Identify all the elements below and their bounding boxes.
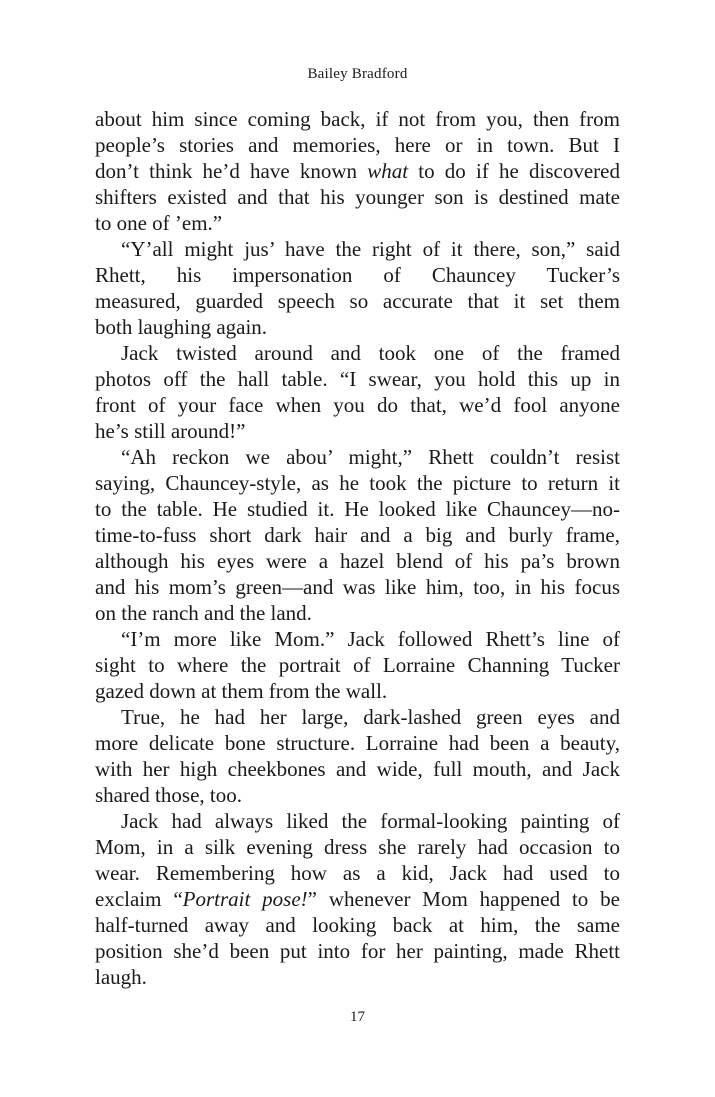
text-line: although his eyes were a hazel blend of his pa’s brown	[95, 549, 620, 573]
text-line: both laughing again.	[95, 315, 268, 339]
running-header-author: Bailey Bradford	[307, 66, 408, 82]
text-line: more delicate bone structure. Lorraine had been a beauty,	[95, 731, 620, 755]
text-line: to one of ’em.”	[95, 211, 223, 235]
text-line: gazed down at them from the wall.	[95, 679, 388, 703]
text-line: on the ranch and the land.	[95, 601, 312, 625]
text-line: laugh.	[95, 965, 147, 989]
text-line: don’t think he’d have known what to do if he discovered	[95, 159, 620, 183]
text-line: about him since coming back, if not from you, then from	[95, 107, 620, 131]
text-line: measured, guarded speech so accurate that it set them	[95, 289, 620, 313]
text-line: Jack had always liked the formal-looking painting of	[121, 809, 620, 833]
page-number: 17	[350, 1009, 365, 1025]
text-line: time-to-fuss short dark hair and a big and burly frame,	[95, 523, 620, 547]
text-line: front of your face when you do that, we’d fool anyone	[95, 393, 620, 417]
text-line: shared those, too.	[95, 783, 242, 807]
text-line: Jack twisted around and took one of the framed	[121, 341, 620, 365]
text-line: photos off the hall table. “I swear, you hold this up in	[95, 367, 620, 391]
text-line: wear. Remembering how as a kid, Jack had used to	[95, 861, 620, 885]
text-line: exclaim “Portrait pose!” whenever Mom happened to be	[95, 887, 620, 911]
text-line: position she’d been put into for her painting, made Rhett	[95, 939, 620, 963]
text-line: “Ah reckon we abou’ might,” Rhett couldn’t resist	[121, 445, 620, 469]
text-line: True, he had her large, dark-lashed green eyes and	[121, 705, 620, 729]
text-line: to the table. He studied it. He looked like Chauncey—no-	[95, 497, 620, 521]
text-line: “I’m more like Mom.” Jack followed Rhett’s line of	[121, 627, 620, 651]
text-line: people’s stories and memories, here or in town. But I	[95, 133, 620, 157]
text-line: with her high cheekbones and wide, full mouth, and Jack	[95, 757, 620, 781]
text-line: he’s still around!”	[95, 419, 246, 443]
text-line: shifters existed and that his younger son is destined mate	[95, 185, 620, 209]
text-line: “Y’all might jus’ have the right of it there, son,” said	[121, 237, 620, 261]
text-line: Mom, in a silk evening dress she rarely had occasion to	[95, 835, 620, 859]
text-line: Rhett, his impersonation of Chauncey Tucker’s	[95, 263, 620, 287]
text-line: half-turned away and looking back at him, the same	[95, 913, 620, 937]
body-text	[95, 106, 620, 990]
text-line: sight to where the portrait of Lorraine Channing Tucker	[95, 653, 620, 677]
text-line: and his mom’s green—and was like him, too, in his focus	[95, 575, 620, 599]
text-line: saying, Chauncey-style, as he took the picture to return it	[95, 471, 620, 495]
